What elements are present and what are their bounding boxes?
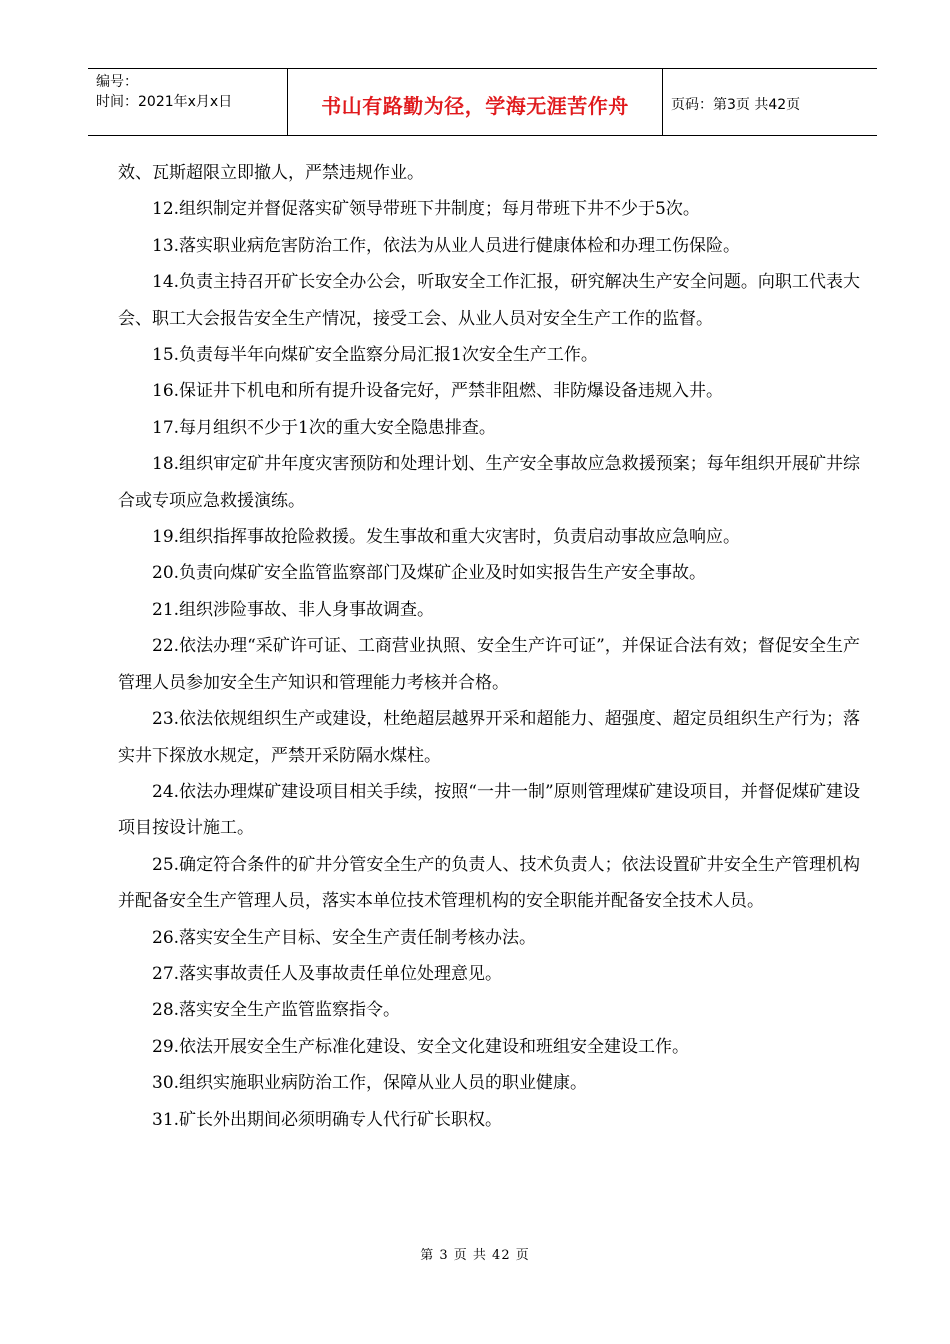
date-label: 时间：2021年x月x日 <box>96 94 233 110</box>
paragraph-item-19: 19.组织指挥事故抢险救援。发生事故和重大灾害时，负责启动事故应急响应。 <box>152 527 741 548</box>
paragraph-item-26: 26.落实安全生产目标、安全生产责任制考核办法。 <box>152 927 537 948</box>
paragraph-item-17: 17.每月组织不少于1次的重大安全隐患排查。 <box>152 417 496 438</box>
motto-text: 书山有路勤为径，学海无涯苦作舟 <box>321 93 629 118</box>
page-header <box>88 68 877 136</box>
serial-number-label: 编号： <box>96 74 138 90</box>
paragraph-item-20: 20.负责向煤矿安全监管监察部门及煤矿企业及时如实报告生产安全事故。 <box>152 563 707 584</box>
paragraph-item-13: 13.落实职业病危害防治工作，依法为从业人员进行健康体检和办理工伤保险。 <box>152 235 741 256</box>
page-footer <box>0 1244 950 1263</box>
paragraph-item-30: 30.组织实施职业病防治工作，保障从业人员的职业健康。 <box>152 1073 588 1094</box>
header-motto-cell <box>288 69 663 135</box>
paragraph-item-18: 18.组织审定矿井年度灾害预防和处理计划、生产安全事故应急救援预案；每年组织开展矿井综合或专项应急救援演练。 <box>118 454 860 511</box>
paragraph-item-15: 15.负责每半年向煤矿安全监察分局汇报1次安全生产工作。 <box>152 345 598 366</box>
header-meta-cell <box>88 69 288 135</box>
header-page-info: 页码：第3页 共42页 <box>671 97 801 113</box>
paragraph-item-22: 22.依法办理“采矿许可证、工商营业执照、安全生产许可证”，并保证合法有效；督促安全生产管理人员参加安全生产知识和管理能力考核并合格。 <box>118 636 860 693</box>
paragraph-item-27: 27.落实事故责任人及事故责任单位处理意见。 <box>152 963 503 984</box>
document-body <box>118 155 860 1138</box>
paragraph-item-28: 28.落实安全生产监管监察指令。 <box>152 1000 401 1021</box>
paragraph-item-21: 21.组织涉险事故、非人身事故调查。 <box>152 599 435 620</box>
paragraph-continuation: 效、瓦斯超限立即撤人，严禁违规作业。 <box>118 163 424 183</box>
paragraph-item-14: 14.负责主持召开矿长安全办公会，听取安全工作汇报，研究解决生产安全问题。向职工代表大会、职工大会报告安全生产情况，接受工会、从业人员对安全生产工作的监督。 <box>118 272 860 329</box>
paragraph-item-24: 24.依法办理煤矿建设项目相关手续，按照“一井一制”原则管理煤矿建设项目，并督促煤矿建设项目按设计施工。 <box>118 781 860 839</box>
paragraph-item-12: 12.组织制定并督促落实矿领导带班下井制度；每月带班下井不少于5次。 <box>152 199 700 220</box>
footer-page-number: 第 3 页 共 42 页 <box>420 1248 530 1263</box>
paragraph-item-25: 25.确定符合条件的矿井分管安全生产的负责人、技术负责人；依法设置矿井安全生产管理机构并配备安全生产管理人员，落实本单位技术管理机构的安全职能并配备安全技术人员。 <box>118 854 860 912</box>
header-page-cell <box>663 69 877 135</box>
paragraph-item-23: 23.依法依规组织生产或建设，杜绝超层越界开采和超能力、超强度、超定员组织生产行为；落实井下探放水规定，严禁开采防隔水煤柱。 <box>118 709 860 766</box>
paragraph-item-31: 31.矿长外出期间必须明确专人代行矿长职权。 <box>152 1109 503 1130</box>
paragraph-item-16: 16.保证井下机电和所有提升设备完好，严禁非阻燃、非防爆设备违规入井。 <box>152 381 724 402</box>
paragraph-item-29: 29.依法开展安全生产标准化建设、安全文化建设和班组安全建设工作。 <box>152 1036 690 1057</box>
